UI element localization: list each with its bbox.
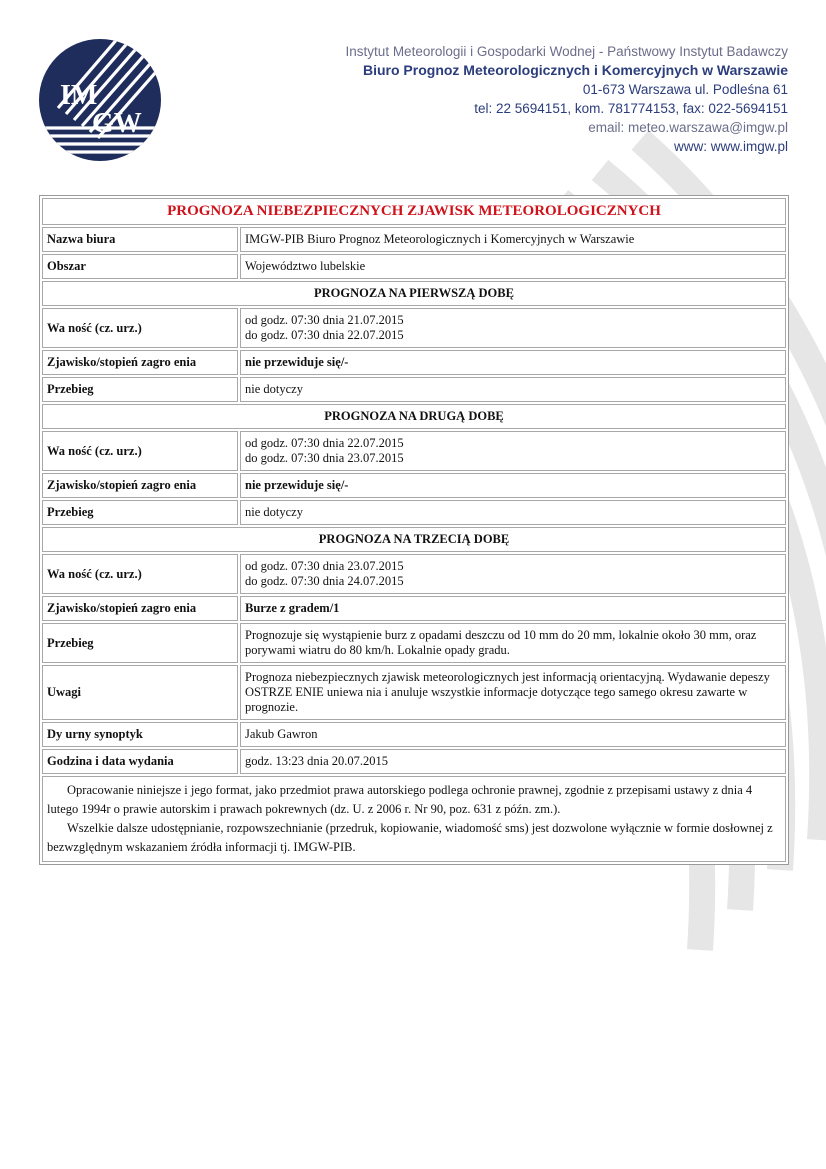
day2-course-value: nie dotyczy <box>240 500 786 525</box>
day1-heading: PROGNOZA NA PIERWSZĄ DOBĘ <box>42 281 786 306</box>
imgw-logo <box>38 38 162 162</box>
day1-phenomenon-label: Zjawisko/stopień zagro enia <box>42 350 238 375</box>
title-row <box>42 198 786 225</box>
day2-validity-value <box>240 431 786 471</box>
day3-course-label: Przebieg <box>42 623 238 663</box>
day2-phenomenon-value: nie przewiduje się/- <box>245 478 349 492</box>
letterhead <box>0 0 826 190</box>
day1-from: od godz. 07:30 dnia 21.07.2015 <box>245 313 404 327</box>
day2-validity-row <box>42 431 786 471</box>
day3-phenomenon-label: Zjawisko/stopień zagro enia <box>42 596 238 621</box>
day1-validity-value <box>240 308 786 348</box>
forecast-table <box>39 195 789 865</box>
institute-name: Instytut Meteorologii i Gospodarki Wodnej - Państwowy Instytut Badawczy <box>345 44 788 59</box>
day1-validity-row <box>42 308 786 348</box>
email: email: meteo.warszawa@imgw.pl <box>588 120 788 135</box>
forecaster-label: Dy urny synoptyk <box>42 722 238 747</box>
day1-validity-label: Wa ność (cz. urz.) <box>42 308 238 348</box>
day3-from: od godz. 07:30 dnia 23.07.2015 <box>245 559 404 573</box>
forecaster-row <box>42 722 786 747</box>
area-value: Województwo lubelskie <box>240 254 786 279</box>
day3-heading: PROGNOZA NA TRZECIĄ DOBĘ <box>42 527 786 552</box>
day2-heading: PROGNOZA NA DRUGĄ DOBĘ <box>42 404 786 429</box>
remarks-value: Prognoza niebezpiecznych zjawisk meteorologicznych jest informacją orientacyjną. Wydawanie depeszy OSTRZE ENIE uniewa nia i anuluje wszystkie informacje dotyczące tego samego okresu zawarte w prognozie. <box>240 665 786 720</box>
copyright-notice <box>42 776 786 862</box>
issued-row <box>42 749 786 774</box>
day3-heading-row <box>42 527 786 552</box>
day1-heading-row <box>42 281 786 306</box>
address: 01-673 Warszawa ul. Podleśna 61 <box>582 82 788 97</box>
issued-label: Godzina i data wydania <box>42 749 238 774</box>
remarks-row <box>42 665 786 720</box>
website: www: www.imgw.pl <box>673 139 788 154</box>
day2-to: do godz. 07:30 dnia 23.07.2015 <box>245 451 404 465</box>
day1-course-row <box>42 377 786 402</box>
office-name: Biuro Prognoz Meteorologicznych i Komercyjnych w Warszawie <box>362 62 788 78</box>
day1-phenomenon-row <box>42 350 786 375</box>
footer-row <box>42 776 786 862</box>
day3-validity-label: Wa ność (cz. urz.) <box>42 554 238 594</box>
day2-validity-label: Wa ność (cz. urz.) <box>42 431 238 471</box>
day3-course-row <box>42 623 786 663</box>
logo-text-top: IM <box>60 80 98 111</box>
day3-course-value: Prognozuje się wystąpienie burz z opadami deszczu od 10 mm do 20 mm, lokalnie około 30 mm, oraz porywami wiatru do 80 km/h. Lokalnie opady gradu. <box>240 623 786 663</box>
remarks-label: Uwagi <box>42 665 238 720</box>
copyright-paragraph: Opracowanie niniejsze i jego format, jako przedmiot prawa autorskiego podlega ochronie prawnej, zgodnie z przepisami ustawy z dnia 4 lutego 1994r o prawie autorskim i prawach pokrewnych (dz. U. z 2006 r. Nr 90, poz. 631 z późn. zm.). <box>47 783 753 816</box>
day2-phenomenon-label: Zjawisko/stopień zagro enia <box>42 473 238 498</box>
office-row <box>42 227 786 252</box>
day1-phenomenon-value: nie przewiduje się/- <box>245 355 349 369</box>
forecaster-value: Jakub Gawron <box>240 722 786 747</box>
institute-info <box>346 42 788 156</box>
area-label: Obszar <box>42 254 238 279</box>
day3-validity-value <box>240 554 786 594</box>
day2-heading-row <box>42 404 786 429</box>
issued-value: godz. 13:23 dnia 20.07.2015 <box>240 749 786 774</box>
day1-to: do godz. 07:30 dnia 22.07.2015 <box>245 328 404 342</box>
day1-course-value: nie dotyczy <box>240 377 786 402</box>
redistribution-paragraph: Wszelkie dalsze udostępnianie, rozpowszechnianie (przedruk, kopiowanie, wiadomość sms) jest dozwolone wyłącznie w formie dosłownej z bezwzględnym wskazaniem źródła informacji tj. IMGW-PIB. <box>47 821 773 854</box>
document-title: PROGNOZA NIEBEZPIECZNYCH ZJAWISK METEOROLOGICZNYCH <box>42 198 786 225</box>
area-row <box>42 254 786 279</box>
phone-numbers: tel: 22 5694151, kom. 781774153, fax: 022-5694151 <box>474 101 788 116</box>
day1-course-label: Przebieg <box>42 377 238 402</box>
office-label: Nazwa biura <box>42 227 238 252</box>
day2-course-row <box>42 500 786 525</box>
day2-phenomenon-row <box>42 473 786 498</box>
office-value: IMGW-PIB Biuro Prognoz Meteorologicznych i Komercyjnych w Warszawie <box>240 227 786 252</box>
day3-phenomenon-row <box>42 596 786 621</box>
day3-phenomenon-value: Burze z gradem/1 <box>245 601 340 615</box>
day2-course-label: Przebieg <box>42 500 238 525</box>
day3-validity-row <box>42 554 786 594</box>
day2-from: od godz. 07:30 dnia 22.07.2015 <box>245 436 404 450</box>
logo-text-bottom: GW <box>92 108 142 139</box>
day3-to: do godz. 07:30 dnia 24.07.2015 <box>245 574 404 588</box>
